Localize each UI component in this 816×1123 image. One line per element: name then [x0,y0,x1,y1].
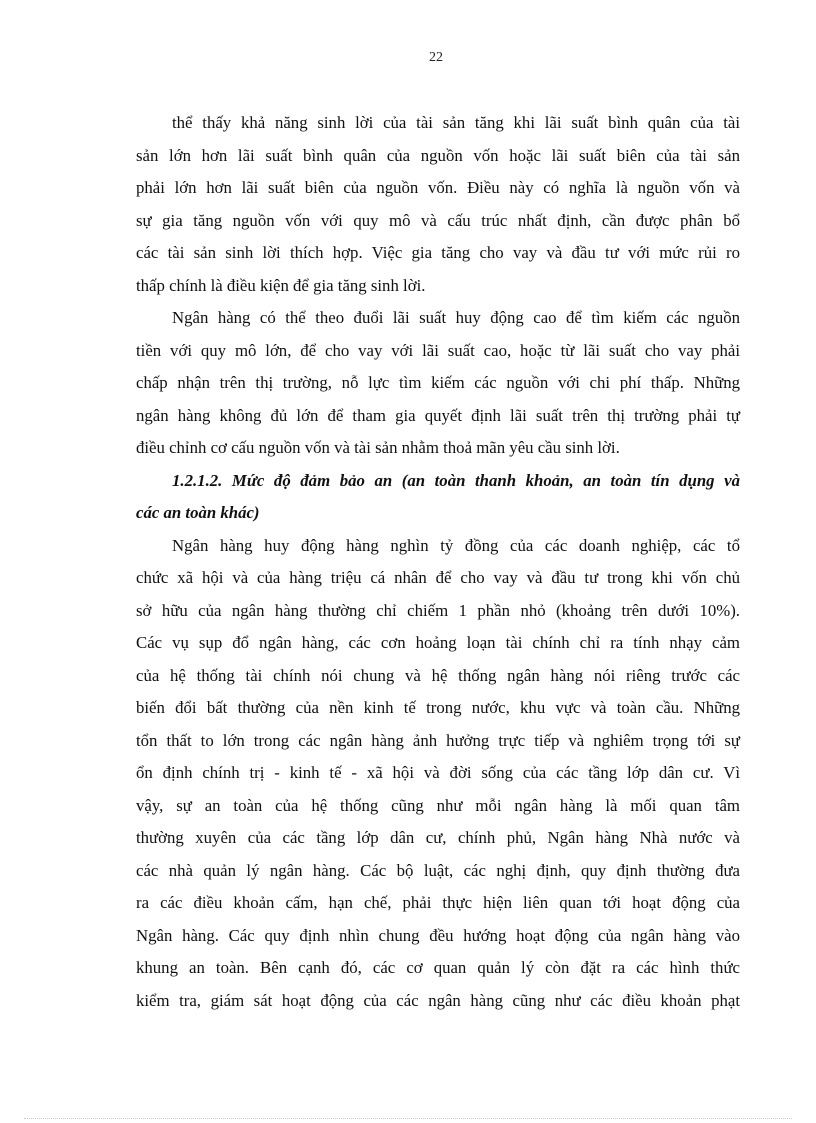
text-line: chấp nhận trên thị trường, nỗ lực tìm kiếm các nguồn với chi phí thấp. Những [136,373,740,392]
text-line: điều chỉnh cơ cấu nguồn vốn và tài sản nhằm thoả mãn yêu cầu sinh lời. [136,438,620,457]
text-line: thể thấy khả năng sinh lời của tài sản tăng khi lãi suất bình quân của tài [172,113,740,132]
text-line: chức xã hội và của hàng triệu cá nhân để cho vay và đầu tư trong khi vốn chủ [136,568,740,587]
section-heading-line: 1.2.1.2. Mức độ đảm bảo an (an toàn thanh khoản, an toàn tín dụng và [172,470,740,490]
page-bottom-divider [24,1118,792,1119]
text-line: vậy, sự an toàn của hệ thống cũng như mỗi ngân hàng là mối quan tâm [136,795,740,815]
text-line: Ngân hàng. Các quy định nhìn chung đều hướng hoạt động của ngân hàng vào [136,925,740,945]
text-line: Các vụ sụp đổ ngân hàng, các cơn hoảng loạn tài chính chỉ ra tính nhạy cảm [136,633,740,652]
text-line: kiểm tra, giám sát hoạt động của các ngân hàng cũng như các điều khoản phạt [136,990,740,1010]
text-line: Ngân hàng có thể theo đuổi lãi suất huy động cao để tìm kiếm các nguồn [172,308,740,327]
document-body [136,107,740,1017]
text-line: khung an toàn. Bên cạnh đó, các cơ quan quản lý còn đặt ra các hình thức [136,958,740,977]
text-line: ra các điều khoản cấm, hạn chế, phải thực hiện liên quan tới hoạt động của [136,893,740,912]
text-line: sản lớn hơn lãi suất bình quân của nguồn vốn hoặc lãi suất biên của tài sản [136,145,740,165]
text-line: phải lớn hơn lãi suất biên của nguồn vốn. Điều này có nghĩa là nguồn vốn và [136,178,740,197]
text-line: ổn định chính trị - kinh tế - xã hội và đời sống của các tầng lớp dân cư. Vì [136,763,740,782]
text-line: thường xuyên của các tầng lớp dân cư, chính phủ, Ngân hàng Nhà nước và [136,828,740,847]
page-number: 22 [429,50,443,65]
section-heading-line: các an toàn khác) [136,503,260,522]
text-line: các tài sản sinh lời thích hợp. Việc gia tăng cho vay và đầu tư với mức rủi ro [136,243,740,262]
text-line: của hệ thống tài chính nói chung và hệ thống ngân hàng nói riêng trước các [136,665,740,685]
text-line: các nhà quản lý ngân hàng. Các bộ luật, các nghị định, quy định thường đưa [136,860,740,880]
text-line: Ngân hàng huy động hàng nghìn tỷ đồng của các doanh nghiệp, các tổ [172,535,740,555]
text-line: thấp chính là điều kiện để gia tăng sinh lời. [136,275,426,295]
text-line: tổn thất to lớn trong các ngân hàng ảnh hưởng trực tiếp và nghiêm trọng tới sự [136,730,740,750]
text-line: sở hữu của ngân hàng thường chỉ chiếm 1 phần nhỏ (khoảng trên dưới 10%). [136,600,740,620]
text-line: ngân hàng không đủ lớn để tham gia quyết định lãi suất trên thị trường phải tự [136,405,740,425]
text-line: sự gia tăng nguồn vốn với quy mô và cấu trúc nhất định, cần được phân bổ [136,210,740,230]
text-line: tiền với quy mô lớn, để cho vay với lãi suất cao, hoặc từ lãi suất cho vay phải [136,340,740,360]
text-line: biến đổi bất thường của nền kinh tế trong nước, khu vực và toàn cầu. Những [136,698,740,717]
